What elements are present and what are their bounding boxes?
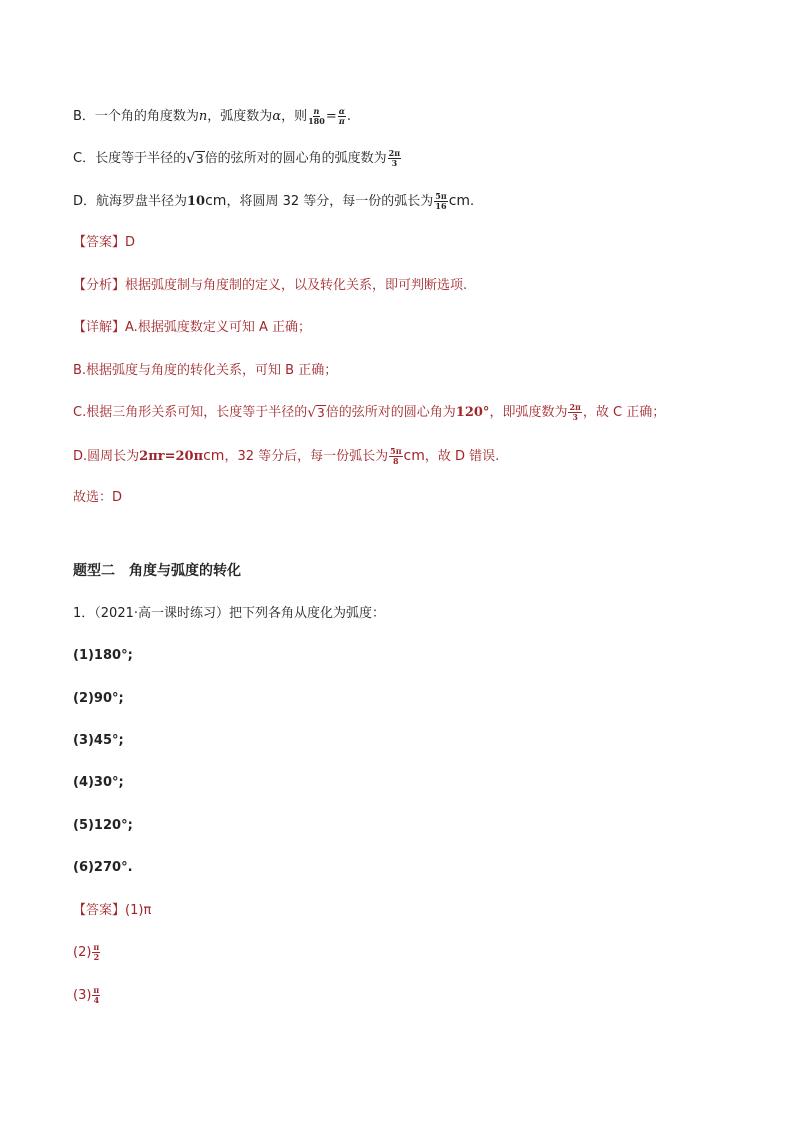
radical-sign: √: [307, 404, 317, 421]
option-b-mid2: ，则: [281, 109, 308, 124]
fraction-numerator: n: [313, 106, 320, 116]
fraction-denominator: 3: [572, 412, 578, 422]
fraction-5pi-over-16: [434, 192, 447, 211]
fraction-pi-over-2: [92, 943, 100, 962]
var-n: n: [198, 109, 208, 124]
option-b-prefix: B．一个角的角度数为: [73, 109, 199, 124]
unit-cm: cm: [448, 193, 471, 209]
fraction-numerator: 5π: [435, 191, 447, 201]
detail-c-mid: 倍的弦所对的圆心角为: [325, 405, 456, 420]
detail-c-end: ，故 C 正确；: [582, 405, 666, 420]
formula-lhs: 2πr: [139, 449, 165, 464]
formula-rhs: 20π: [175, 449, 204, 464]
question-item-text: (6)270°.: [73, 860, 133, 875]
option-d: [73, 190, 474, 212]
question-item-text: (2)90°;: [73, 691, 124, 706]
unit-cm: cm: [403, 448, 425, 464]
sqrt-argument: 3: [317, 405, 325, 420]
question-text: 把下列各角从度化为弧度：: [229, 606, 386, 621]
detail-c-prefix: C.根据三角形关系可知，长度等于半径的: [73, 405, 308, 420]
fraction-denominator: 8: [393, 456, 399, 466]
answer2-line-1: [73, 900, 151, 922]
question-item-text: (3)45°;: [73, 733, 124, 748]
fraction-pi-over-4: [92, 986, 100, 1005]
question-item-2: [73, 688, 124, 710]
option-c: [73, 148, 402, 170]
option-c-prefix: C．长度等于半径的: [73, 151, 187, 166]
answer-value: D: [125, 235, 136, 250]
question-item-text: (4)30°;: [73, 775, 124, 790]
question-item-4: [73, 772, 124, 794]
question-item-3: [73, 730, 124, 752]
radical-sign: √: [186, 150, 195, 167]
fraction-numerator: 2π: [569, 402, 581, 412]
question-item-1: [73, 645, 133, 667]
option-c-mid: 倍的弦所对的圆心角的弧度数为: [204, 151, 387, 166]
answer2-line-2: [73, 942, 101, 964]
detail-label: 【详解】: [73, 320, 126, 335]
question-item-5: [73, 815, 133, 837]
detail-d-end: ，故 D 错误.: [424, 449, 500, 464]
unit-cm: cm: [205, 193, 227, 209]
sqrt-argument: 3: [196, 151, 204, 166]
section-title-b: 角度与弧度的转化: [129, 563, 241, 579]
fraction-denominator: 3: [391, 158, 398, 168]
option-b-mid1: ，弧度数为: [207, 109, 273, 124]
sqrt-3: [307, 405, 326, 421]
question-number: 1．: [73, 606, 95, 621]
var-alpha: α: [272, 109, 282, 124]
equals-sign: =: [325, 109, 337, 124]
analysis-text: 根据弧度制与角度制的定义，以及转化关系，即可判断选项.: [125, 278, 468, 293]
detail-b-text: B.根据弧度与角度的转化关系，可知 B 正确；: [73, 363, 338, 378]
question-line: [73, 603, 385, 625]
detail-line-a: [73, 317, 311, 339]
fraction-denominator: 180: [308, 116, 325, 126]
answer-item-value: π: [143, 903, 152, 918]
detail-line-b: [73, 360, 337, 382]
angle-120: 120°: [455, 405, 490, 420]
section-title-a: 题型二: [73, 563, 115, 579]
section-heading: [73, 560, 241, 582]
fraction-denominator: 2: [93, 952, 100, 962]
analysis-line: [73, 275, 467, 297]
fraction-denominator: 16: [435, 201, 447, 211]
question-source: （2021·高一课时练习）: [94, 606, 229, 621]
option-b: [73, 106, 351, 128]
question-item-text: (1)180°;: [73, 648, 133, 663]
answer-item-prefix: (2): [73, 945, 92, 960]
fraction-denominator: 4: [93, 995, 100, 1005]
equals-sign: =: [164, 449, 176, 464]
question-item-6: [73, 857, 133, 879]
radius-value: 10: [187, 194, 206, 209]
fraction-2pi-over-3: [388, 149, 401, 168]
analysis-label: 【分析】: [73, 278, 126, 293]
detail-c-mid2: ，即弧度数为: [489, 405, 568, 420]
unit-cm: cm: [203, 448, 225, 464]
detail-a-text: A.根据弧度数定义可知 A 正确；: [125, 320, 311, 335]
answer-item-prefix: (3): [73, 988, 92, 1003]
fraction-numerator: α: [338, 106, 345, 116]
question-item-text: (5)120°;: [73, 818, 133, 833]
option-d-prefix: D．航海罗盘半径为: [73, 194, 188, 209]
fraction-numerator: π: [93, 942, 100, 952]
fraction-5pi-over-8: [389, 447, 402, 466]
detail-d-prefix: D.圆周长为: [73, 449, 140, 464]
detail-d-mid: ，32 等分后，每一份弧长为: [224, 449, 389, 464]
conclusion-line: [73, 487, 122, 509]
sqrt-3: [186, 151, 205, 167]
fraction-alpha-over-pi: [338, 107, 346, 126]
fraction-numerator: π: [93, 985, 100, 995]
option-d-mid: ，将圆周 32 等分，每一份的弧长为: [226, 194, 434, 209]
answer-item-prefix: (1): [125, 903, 144, 918]
detail-line-c: [73, 402, 665, 424]
conclusion-text: 故选：D: [73, 490, 123, 505]
fraction-2pi-over-3: [568, 403, 581, 422]
fraction-n-over-180: [308, 107, 325, 126]
answer2-line-3: [73, 985, 101, 1007]
answer-label: 【答案】: [73, 235, 126, 250]
fraction-denominator: π: [338, 116, 345, 126]
answer-line: [73, 232, 135, 254]
answer-label: 【答案】: [73, 903, 126, 918]
detail-line-d: [73, 445, 499, 467]
option-d-end: .: [470, 194, 475, 209]
option-b-end: .: [346, 109, 352, 124]
fraction-numerator: 2π: [388, 148, 401, 158]
fraction-numerator: 5π: [390, 446, 402, 456]
